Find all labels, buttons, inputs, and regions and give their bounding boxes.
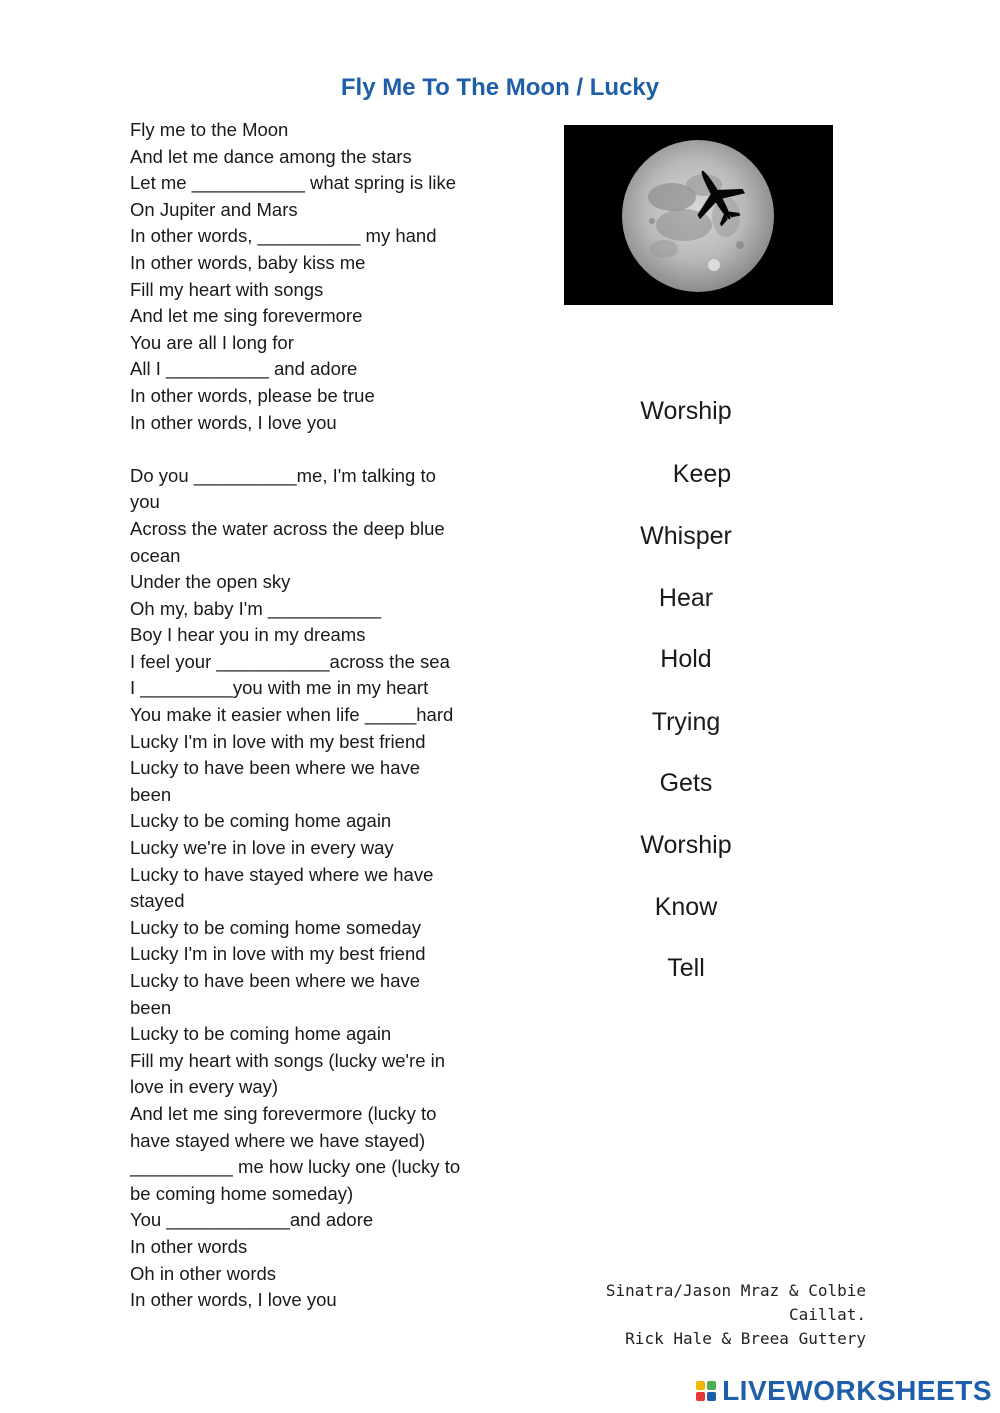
lyric-line: you xyxy=(130,491,160,513)
liveworksheets-branding xyxy=(696,1375,992,1407)
lyric-line: Lucky to be coming home someday xyxy=(130,916,422,938)
lyric-line: Oh my, baby I'm ___________ xyxy=(130,597,382,619)
lyrics-column xyxy=(130,117,500,1314)
lyric-line: Lucky to be coming home again xyxy=(130,810,392,832)
lyric-line: I feel your ___________across the sea xyxy=(130,650,450,672)
lyric-line: Boy I hear you in my dreams xyxy=(130,624,366,646)
lyric-line: You are all I long for xyxy=(130,331,294,353)
lyric-line: Lucky to have stayed where we have xyxy=(130,863,434,885)
lyric-line: You make it easier when life _____hard xyxy=(130,704,454,726)
lyric-line: On Jupiter and Mars xyxy=(130,198,298,220)
word-bank-item[interactable]: Worship xyxy=(640,397,732,425)
lyric-line: All I __________ and adore xyxy=(130,358,358,380)
credits xyxy=(520,1279,866,1351)
lyric-line: Let me ___________ what spring is like xyxy=(130,172,457,194)
word-bank-item[interactable]: Hear xyxy=(658,584,714,612)
lyric-line: been xyxy=(130,783,172,805)
lyric-line: In other words, please be true xyxy=(130,384,375,406)
lyric-line: __________ me how lucky one (lucky to xyxy=(130,1156,461,1178)
lyric-line: Under the open sky xyxy=(130,571,291,593)
lyric-line: And let me dance among the stars xyxy=(130,145,412,167)
lyric-line: In other words xyxy=(130,1235,248,1257)
word-bank-item[interactable]: Worship xyxy=(640,831,732,859)
lyric-line: And let me sing forevermore xyxy=(130,305,363,327)
lyric-line: You ____________and adore xyxy=(130,1209,374,1231)
lyric-line: Do you __________me, I'm talking to xyxy=(130,464,436,486)
lyric-line: Lucky I'm in love with my best friend xyxy=(130,943,426,965)
lyric-line: have stayed where we have stayed) xyxy=(130,1129,426,1151)
lyric-line: Fill my heart with songs xyxy=(130,278,324,300)
lyric-line: Oh in other words xyxy=(130,1262,277,1284)
lyric-line: I _________you with me in my heart xyxy=(130,677,429,699)
lyric-line: Lucky to have been where we have xyxy=(130,757,421,779)
word-bank-item[interactable]: Trying xyxy=(651,708,721,736)
logo-square xyxy=(696,1381,705,1390)
lyric-line: stayed xyxy=(130,890,185,912)
page-title: Fly Me To The Moon / Lucky xyxy=(340,74,660,101)
credits-line-1: Sinatra/Jason Mraz & Colbie Caillat. xyxy=(605,1281,866,1324)
word-bank-item[interactable]: Gets xyxy=(659,769,713,797)
lyric-line: Fill my heart with songs (lucky we're in xyxy=(130,1049,446,1071)
lyric-line: And let me sing forevermore (lucky to xyxy=(130,1102,437,1124)
credits-line-2: Rick Hale & Breea Guttery xyxy=(625,1329,866,1348)
lyric-line: In other words, __________ my hand xyxy=(130,225,437,247)
lyric-line: love in every way) xyxy=(130,1076,279,1098)
lyric-line: In other words, I love you xyxy=(130,411,337,433)
word-bank-item[interactable]: Hold xyxy=(660,645,712,673)
word-bank-item[interactable]: Know xyxy=(654,893,718,921)
brand-name: LIVEWORKSHEETS xyxy=(722,1375,992,1406)
lyric-line: In other words, baby kiss me xyxy=(130,251,366,273)
word-bank-item[interactable]: Tell xyxy=(667,954,705,982)
lyric-line: Across the water across the deep blue xyxy=(130,517,445,539)
logo-square xyxy=(707,1381,716,1390)
lyric-line: Lucky to be coming home again xyxy=(130,1023,392,1045)
lyric-line: Lucky I'm in love with my best friend xyxy=(130,730,426,752)
lyric-line: be coming home someday) xyxy=(130,1182,354,1204)
liveworksheets-logo-icon xyxy=(696,1381,716,1401)
logo-square xyxy=(696,1392,705,1401)
lyric-line: Fly me to the Moon xyxy=(130,119,289,140)
word-bank-item[interactable]: Whisper xyxy=(640,522,732,550)
lyric-line: been xyxy=(130,996,172,1018)
lyric-line: Lucky we're in love in every way xyxy=(130,837,394,859)
lyric-line: Lucky to have been where we have xyxy=(130,970,421,991)
moon-airplane-image xyxy=(564,125,833,305)
lyric-line: ocean xyxy=(130,544,181,566)
word-bank-item[interactable]: Keep xyxy=(672,460,732,488)
lyric-line: In other words, I love you xyxy=(130,1289,337,1311)
stanza-break xyxy=(130,436,500,463)
logo-square xyxy=(707,1392,716,1401)
